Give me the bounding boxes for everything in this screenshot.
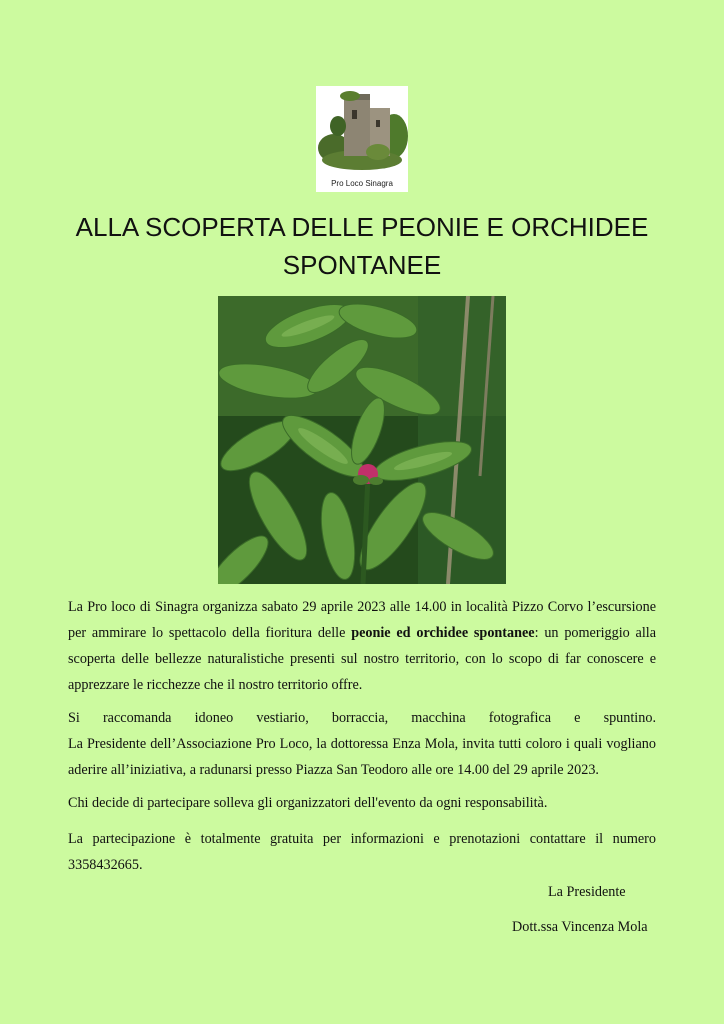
peony-plant-image [218,296,506,584]
recommendation-paragraph [68,705,656,783]
contact-paragraph: La partecipazione è totalmente gratuita per informazioni e prenotazioni contattare il numero 3358432665. [68,831,656,873]
intro-text-end: : un pomeriggio alla scoperta delle bellezze naturalistiche presenti sul nostro territorio, con lo scopo di far conoscere e apprezzare le ricchezze che il nostro territorio offre. [68,625,656,693]
liability-paragraph: Chi decide di partecipare solleva gli organizzatori dell'evento da ogni responsabilità. [68,795,548,811]
invitation-line: La Presidente dell’Associazione Pro Loco, la dottoressa Enza Mola, invita tutti coloro i quali vogliano aderire all’iniziativa, a radunarsi presso Piazza San Teodoro alle ore 14.00 del 29 aprile 2023. [68,736,656,778]
intro-text-start: La Pro loco di Sinagra organizza sabato 29 aprile 2023 alle 14.00 in località Pizzo Corvo l’escursione per ammirare lo spettacolo della fioritura delle [68,599,656,641]
logo-caption: Pro Loco Sinagra [331,179,393,188]
tower-ruin-image [316,86,408,178]
page-title: ALLA SCOPERTA DELLE PEONIE E ORCHIDEE SPONTANEE [75,212,649,280]
intro-text-bold: peonie ed orchidee spontanee [351,625,535,641]
pro-loco-logo [316,86,408,192]
recommendation-line: Si raccomanda idoneo vestiario, borraccia, macchina fotografica e spuntino. [68,710,656,726]
peony-photo [218,296,506,584]
signature-role: La Presidente [548,884,626,900]
intro-paragraph [68,594,656,698]
signature-name: Dott.ssa Vincenza Mola [512,919,648,935]
